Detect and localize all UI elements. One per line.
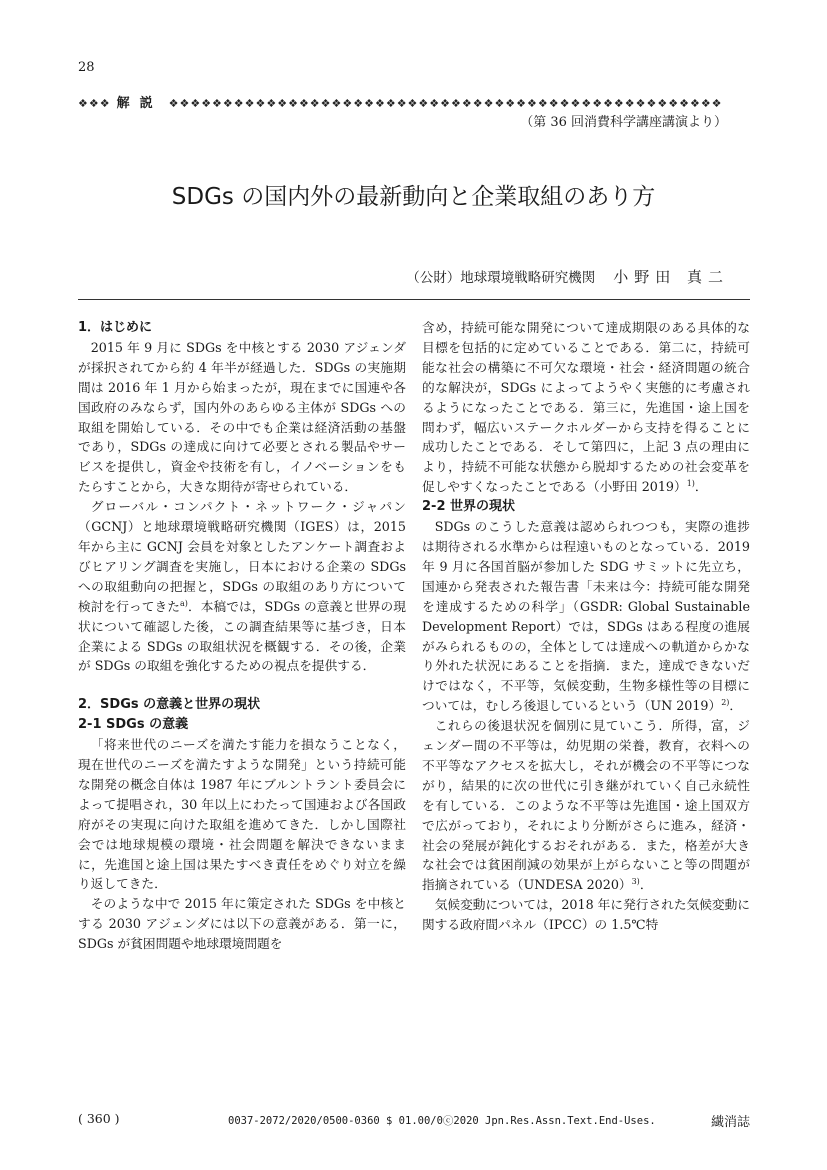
paragraph	[422, 716, 750, 895]
paragraph: 2015 年 9 月に SDGs を中核とする 2030 アジェンダが採択されてから約 4 年半が経過した．SDGs の実施期間は 2016 年 1 月から始まったが，現在までに国連や各国政府のみならず，国内外のあらゆる主体が SDGs への取組を開始している．その中でも企業は経済活動の基盤であり，SDGs の達成に向けて必要とされる製品やサービスを提供し，資金や技術を有し，イノベーションをもたらすことから，大きな期待が寄せられている．	[78, 339, 406, 495]
page-footer	[78, 1111, 750, 1131]
right-column	[422, 318, 750, 935]
heading-section-2-1: 2-1 SDGs の意義	[78, 717, 189, 733]
paragraph-text: ．	[639, 877, 653, 893]
heading-introduction: 1．はじめに	[78, 320, 153, 335]
lecture-note: （第 36 回消費科学講座講演より）	[520, 115, 727, 130]
footnote-ref: 2)	[721, 697, 730, 707]
section-banner	[78, 92, 750, 110]
banner-label: 解説	[116, 96, 163, 110]
paragraph: そのような中で 2015 年に策定された SDGs を中核とする 2030 アジェンダには以下の意義がある．第一に，SDGs が貧困問題や地球環境問題を	[78, 896, 406, 952]
paragraph-text: グローバル・コンパクト・ネットワーク・ジャパン（GCNJ）と地球環境戦略研究機関（IGES）は，2015 年から主に GCNJ 会員を対象としたアンケート調査およびヒアリング調査を実施し，日本における企業の SDGs への取組動向の把握と，SDGs の取組のあり方について検討を行ってきた	[78, 499, 406, 614]
header-divider	[78, 299, 750, 300]
heading-section-2: 2．SDGs の意義と世界の現状	[78, 697, 261, 713]
left-column	[78, 318, 406, 954]
banner-ornament-right: ❖❖❖❖❖❖❖❖❖❖❖❖❖❖❖❖❖❖❖❖❖❖❖❖❖❖❖❖❖❖❖❖❖❖❖❖❖❖❖❖❖❖❖❖❖❖❖❖❖❖❖	[168, 97, 723, 110]
paragraph-text: これらの後退状況を個別に見ていこう．所得，富，ジェンダー間の不平等は，幼児期の栄養，教育，衣料への不平等なアクセスを拡大し，それが機会の不平等につながり，結果的に次の世代に引き継がれていく自己永続性を有している．このような不平等は先進国・途上国双方で広がっており，それにより分断がさらに進み，経済・社会の発展が鈍化するおそれがある．また，格差が大きな社会では貧困削減の効果が上がらないこと等の問題が指摘されている（UNDESA 2020）	[422, 718, 750, 893]
paragraph-text: SDGs のこうした意義は認められつつも，実際の進捗は期待される水準からは程遠いものとなっている．2019 年 9 月に各国首脳が参加した SDG サミットに先立ち，国連から発表された報告書「未来は今：持続可能な開発を達成するための科学」（GSDR: Global Sustainable Development Report）では，SDGs はある程度の進展がみられるものの，全体としては達成への軌道からかなり外れた状況にあることを指摘．また，達成できないだけではなく，不平等，気候変動，生物多様性等の目標については，むしろ後退しているという（UN 2019）	[422, 519, 750, 714]
paragraph	[422, 517, 750, 716]
footer-copyright-code: 0037-2072/2020/0500-0360 $ 01.00/0ⓒ2020 Jpn.Res.Assn.Text.End-Uses.	[228, 1115, 656, 1127]
paragraph: 「将来世代のニーズを満たす能力を損なうことなく，現在世代のニーズを満たすような開発」という持続可能な開発の概念自体は 1987 年にブルントラント委員会によって提唱され，30 年以上にわたって国連および各国政府がその実現に向けた取組を進めてきた．しかし国際社会では地球規模の環境・社会問題を解決できないままに，先進国と途上国は果たすべき責任をめぐり対立を繰り返してきた．	[78, 737, 406, 892]
footer-journal-name: 繊消誌	[710, 1115, 750, 1130]
footer-page-number: ( 360 )	[78, 1111, 120, 1126]
heading-section-2-2: 2-2 世界の現状	[422, 499, 516, 515]
paragraph-text: ．	[694, 479, 708, 495]
banner-ornament-left: ❖❖❖	[78, 97, 111, 110]
page-number: 28	[78, 60, 95, 75]
paragraph-text: ．	[729, 698, 743, 714]
footnote-ref: 1)	[686, 479, 695, 489]
footnote-ref: a)	[180, 598, 188, 608]
paragraph-text: 含め，持続可能な開発について達成期限のある具体的な目標を包括的に定めていることである．第二に，持続可能な社会の構築に不可欠な環境・社会・経済問題の統合的な解決が，SDGs によってようやく実態的に考慮されるようになったことである．第三に，先進国・途上国を問わず，幅広いステークホルダーから支持を得ることに成功したことである．そして第四に，上記 3 点の理由により，持続不可能な状態から脱却するための社会変革を促しやすくなったことである（小野田 2019）	[422, 320, 750, 495]
author-name: 小野田 真二	[613, 268, 729, 286]
author-affiliation: （公財）地球環境戦略研究機関	[406, 270, 596, 286]
paragraph-text: ．本稿では，SDGs の意義と世界の現状について確認した後，この調査結果等に基づき，日本企業による SDGs の取組状況を概観する．その後，企業が SDGs の取組を強化するための視点を提供する．	[78, 598, 406, 674]
paragraph	[422, 318, 750, 497]
author-line	[406, 266, 729, 287]
paragraph: 気候変動については，2018 年に発行された気候変動に関する政府間パネル（IPCC）の 1.5℃特	[422, 897, 750, 933]
footnote-ref: 3)	[631, 877, 640, 887]
article-title: SDGs の国内外の最新動向と企業取組のあり方	[171, 184, 656, 210]
paragraph	[78, 497, 406, 676]
